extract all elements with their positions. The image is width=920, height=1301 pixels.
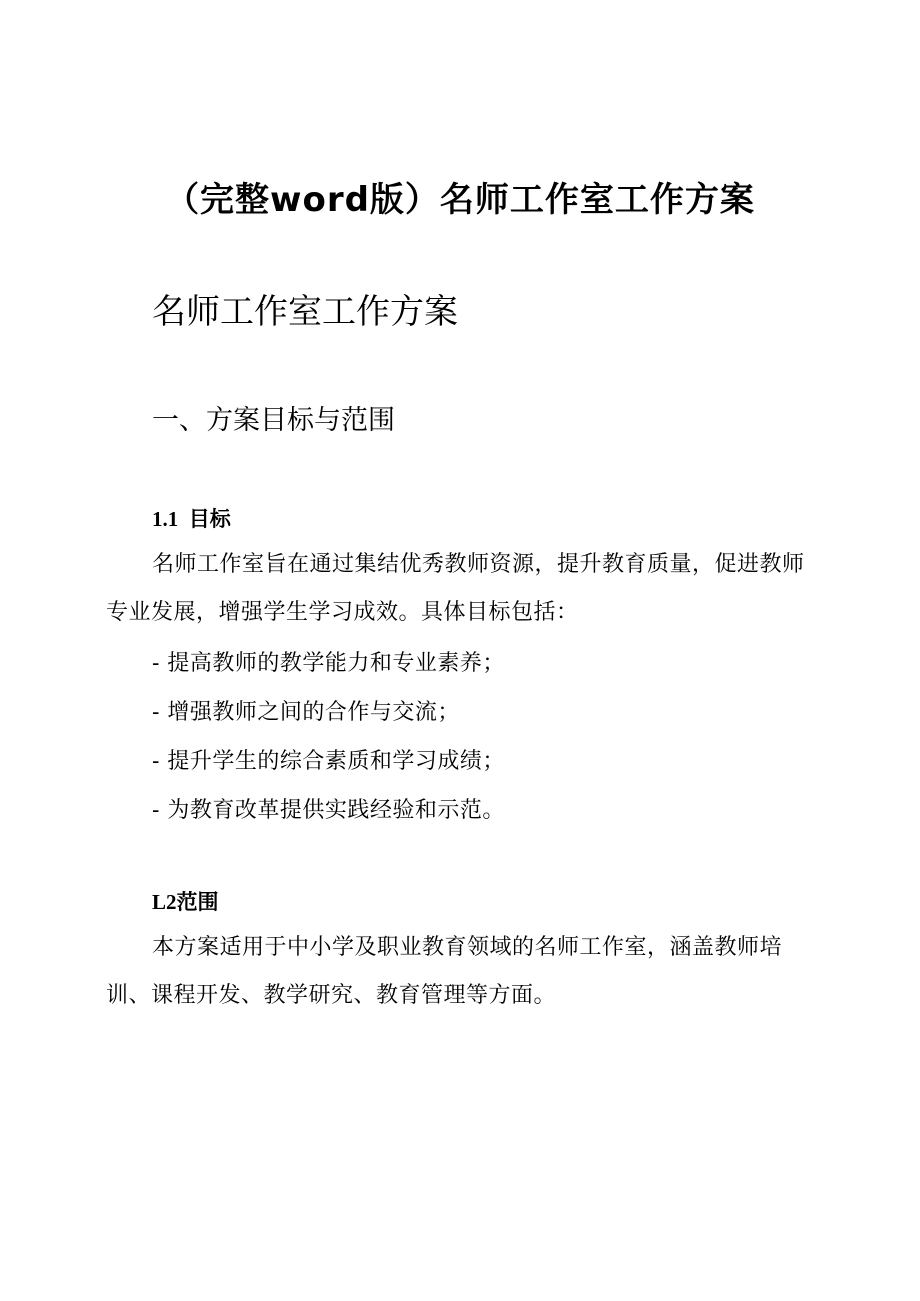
goal-paragraph: 名师工作室旨在通过集结优秀教师资源，提升教育质量，促进教师专业发展，增强学生学习成效。具体目标包括：: [106, 552, 805, 625]
list-item: - 增强教师之间的合作与交流；: [152, 700, 460, 725]
section-heading: 一、方案目标与范围: [152, 405, 395, 436]
document-title: （完整word版）名师工作室工作方案: [165, 180, 755, 220]
scope-heading-number: L2: [152, 890, 177, 914]
goal-heading-number: 1.1: [152, 507, 179, 531]
scope-heading: [152, 886, 219, 916]
list-item: - 为教育改革提供实践经验和示范。: [152, 798, 505, 823]
goal-heading: [152, 503, 231, 533]
list-item: - 提高教师的教学能力和专业素养；: [152, 651, 505, 676]
list-item: - 提升学生的综合素质和学习成绩；: [152, 749, 505, 774]
scope-paragraph: 本方案适用于中小学及职业教育领域的名师工作室，涵盖教师培训、课程开发、教学研究、教育管理等方面。: [106, 935, 783, 1008]
document-subtitle: 名师工作室工作方案: [152, 292, 458, 332]
goal-list: [152, 639, 505, 835]
scope-heading-label: 范围: [176, 890, 219, 914]
goal-heading-label: 目标: [188, 507, 231, 531]
